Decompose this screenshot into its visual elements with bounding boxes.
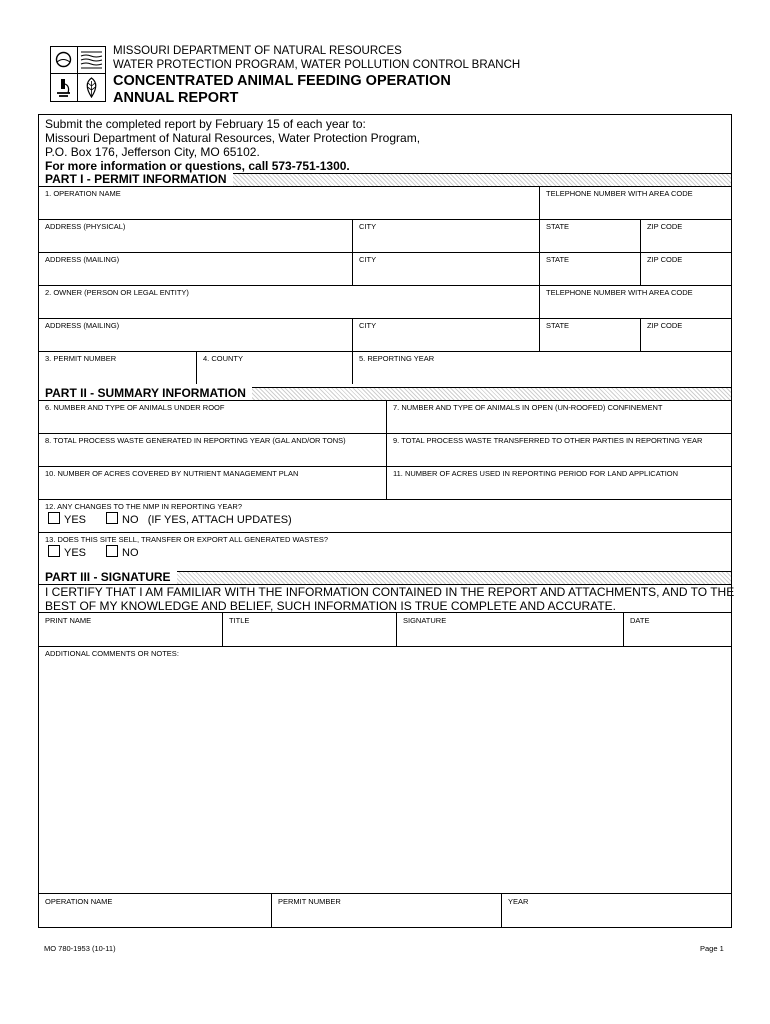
q8-q9-row [39, 433, 731, 467]
owner-address-row [39, 318, 731, 352]
no-label: NO [122, 547, 139, 559]
field-label: 3. PERMIT NUMBER [45, 354, 117, 363]
field-label: 5. REPORTING YEAR [359, 354, 435, 363]
page-number: Page 1 [700, 944, 724, 953]
form-title: CONCENTRATED ANIMAL FEEDING OPERATION [113, 73, 451, 89]
certification-line: BEST OF MY KNOWLEDGE AND BELIEF, SUCH INFORMATION IS TRUE COMPLETE AND ACCURATE. [45, 599, 616, 613]
certification-line: I CERTIFY THAT I AM FAMILIAR WITH THE INFORMATION CONTAINED IN THE REPORT AND ATTACHMENTS, AND TO THE [45, 585, 735, 599]
contact-line: For more information or questions, call 573-751-1300. [45, 159, 350, 173]
field-label: ZIP CODE [647, 255, 683, 264]
footer-info-row [39, 894, 731, 927]
additional-comments-field[interactable] [39, 646, 731, 893]
land-application-acres-field[interactable] [386, 466, 731, 499]
microscope-icon [51, 74, 78, 101]
q13-row [39, 532, 731, 565]
form-subtitle: ANNUAL REPORT [113, 90, 239, 106]
instruction-line: Missouri Department of Natural Resources, Water Protection Program, [45, 131, 421, 145]
field-label: 13. DOES THIS SITE SELL, TRANSFER OR EXPORT ALL GENERATED WASTES? [45, 535, 329, 544]
mailing-state-field[interactable] [539, 252, 640, 285]
dnr-logo [50, 46, 106, 102]
part1-title: PART I - PERMIT INFORMATION [39, 173, 233, 186]
q10-q11-row [39, 466, 731, 500]
owner-row [39, 285, 731, 319]
mailing-zip-field[interactable] [640, 252, 731, 285]
part2-title: PART II - SUMMARY INFORMATION [39, 387, 252, 400]
physical-city-field[interactable] [352, 219, 539, 252]
water-lines-icon [78, 47, 105, 74]
leaf-icon [78, 74, 105, 101]
owner-field[interactable] [39, 285, 539, 318]
field-label: DATE [630, 616, 650, 625]
physical-address-field[interactable] [39, 219, 352, 252]
form-number: MO 780-1953 (10-11) [44, 944, 116, 953]
physical-zip-field[interactable] [640, 219, 731, 252]
field-label: ZIP CODE [647, 222, 683, 231]
operation-name-field[interactable] [39, 186, 539, 219]
owner-zip-field[interactable] [640, 318, 731, 351]
waste-transferred-field[interactable] [386, 433, 731, 466]
yes-label: YES [64, 514, 87, 526]
q6-q7-row [39, 400, 731, 434]
field-label: CITY [359, 255, 377, 264]
title-field[interactable] [222, 613, 396, 646]
field-label: CITY [359, 321, 377, 330]
part2-header [39, 387, 731, 401]
footer-operation-name-field[interactable] [39, 894, 271, 927]
county-field[interactable] [196, 351, 352, 384]
field-label: OPERATION NAME [45, 897, 113, 906]
owner-telephone-field[interactable] [539, 285, 731, 318]
signature-field[interactable] [396, 613, 623, 646]
instructions [45, 117, 420, 173]
field-label: ZIP CODE [647, 321, 683, 330]
program-name: WATER PROTECTION PROGRAM, WATER POLLUTION CONTROL BRANCH [113, 59, 521, 71]
nmp-changes-no-checkbox[interactable] [106, 512, 118, 524]
field-label: 12. ANY CHANGES TO THE NMP IN REPORTING YEAR? [45, 502, 243, 511]
field-label: STATE [546, 222, 570, 231]
waste-export-options [48, 545, 139, 559]
field-label: ADDRESS (MAILING) [45, 321, 120, 330]
comments-row [39, 646, 731, 894]
field-label: 8. TOTAL PROCESS WASTE GENERATED IN REPORTING YEAR (GAL AND/OR TONS) [45, 436, 346, 445]
waste-export-field [39, 532, 731, 565]
print-name-field[interactable] [39, 613, 222, 646]
certification-statement [45, 585, 734, 613]
field-label: TELEPHONE NUMBER WITH AREA CODE [546, 288, 693, 297]
reporting-year-field[interactable] [352, 351, 731, 384]
field-label: ADDITIONAL COMMENTS OR NOTES: [45, 649, 179, 658]
waste-export-no-checkbox[interactable] [106, 545, 118, 557]
field-label: PERMIT NUMBER [278, 897, 341, 906]
field-label: ADDRESS (PHYSICAL) [45, 222, 126, 231]
owner-address-field[interactable] [39, 318, 352, 351]
field-label: PRINT NAME [45, 616, 92, 625]
field-label: TELEPHONE NUMBER WITH AREA CODE [546, 189, 693, 198]
field-label: 6. NUMBER AND TYPE OF ANIMALS UNDER ROOF [45, 403, 225, 412]
owner-city-field[interactable] [352, 318, 539, 351]
signature-row [39, 612, 731, 647]
no-label: NO [122, 514, 139, 526]
mailing-address-field[interactable] [39, 252, 352, 285]
operation-row [39, 186, 731, 220]
animals-open-confinement-field[interactable] [386, 400, 731, 433]
waste-generated-field[interactable] [39, 433, 386, 466]
animals-under-roof-field[interactable] [39, 400, 386, 433]
agency-name: MISSOURI DEPARTMENT OF NATURAL RESOURCES [113, 45, 402, 57]
operation-telephone-field[interactable] [539, 186, 731, 219]
field-label: STATE [546, 321, 570, 330]
field-label: ADDRESS (MAILING) [45, 255, 120, 264]
circle-logo-icon [51, 47, 78, 74]
permit-number-field[interactable] [39, 351, 196, 384]
field-label: YEAR [508, 897, 529, 906]
field-label: 1. OPERATION NAME [45, 189, 121, 198]
nmp-changes-field [39, 499, 731, 532]
field-label: 9. TOTAL PROCESS WASTE TRANSFERRED TO OTHER PARTIES IN REPORTING YEAR [393, 436, 703, 445]
owner-state-field[interactable] [539, 318, 640, 351]
q12-row [39, 499, 731, 533]
physical-address-row [39, 219, 731, 253]
field-label: STATE [546, 255, 570, 264]
field-label: TITLE [229, 616, 250, 625]
nmp-acres-field[interactable] [39, 466, 386, 499]
date-field[interactable] [623, 613, 731, 646]
nmp-changes-options [48, 512, 292, 526]
yes-label: YES [64, 547, 87, 559]
part3-title: PART III - SIGNATURE [39, 571, 177, 584]
field-label: CITY [359, 222, 377, 231]
field-label: 10. NUMBER OF ACRES COVERED BY NUTRIENT MANAGEMENT PLAN [45, 469, 299, 478]
field-label: 11. NUMBER OF ACRES USED IN REPORTING PERIOD FOR LAND APPLICATION [393, 469, 679, 478]
field-label: 2. OWNER (PERSON OR LEGAL ENTITY) [45, 288, 189, 297]
attach-updates-note: (IF YES, ATTACH UPDATES) [147, 514, 292, 526]
part3-header [39, 571, 731, 585]
physical-state-field[interactable] [539, 219, 640, 252]
field-label: 7. NUMBER AND TYPE OF ANIMALS IN OPEN (UN-ROOFED) CONFINEMENT [393, 403, 663, 412]
waste-export-yes-checkbox[interactable] [48, 545, 60, 557]
permit-row [39, 351, 731, 384]
field-label: 4. COUNTY [203, 354, 244, 363]
mailing-city-field[interactable] [352, 252, 539, 285]
instruction-line: P.O. Box 176, Jefferson City, MO 65102. [45, 145, 260, 159]
instruction-line: Submit the completed report by February 15 of each year to: [45, 117, 366, 131]
part1-header [39, 173, 731, 187]
mailing-address-row [39, 252, 731, 286]
footer-year-field[interactable] [501, 894, 731, 927]
nmp-changes-yes-checkbox[interactable] [48, 512, 60, 524]
report-form [38, 114, 735, 928]
footer-permit-number-field[interactable] [271, 894, 501, 927]
field-label: SIGNATURE [403, 616, 447, 625]
